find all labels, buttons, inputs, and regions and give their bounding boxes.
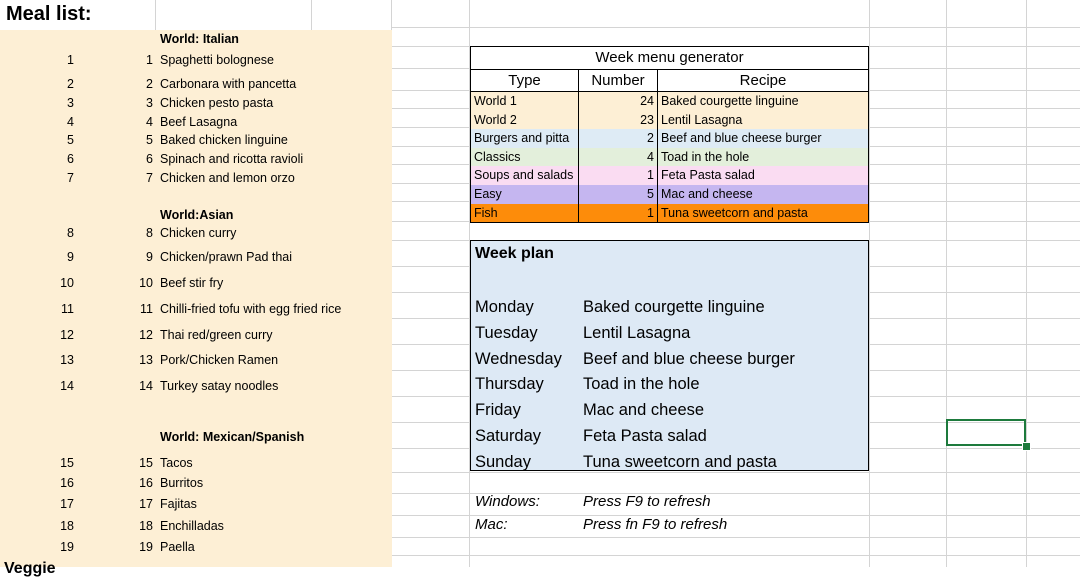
meal-number[interactable]: 18 <box>139 519 153 533</box>
meal-id[interactable]: 7 <box>67 171 74 185</box>
week-plan-row <box>475 399 704 421</box>
meal-name[interactable]: Turkey satay noodles <box>160 379 279 393</box>
generator-row <box>471 185 868 204</box>
meal-name[interactable]: Chicken/prawn Pad thai <box>160 250 293 264</box>
generator-type-cell[interactable]: Burgers and pitta <box>471 129 579 148</box>
refresh-note-platform[interactable]: Mac: <box>475 516 508 533</box>
meal-number[interactable]: 3 <box>146 96 153 110</box>
meal-name[interactable]: Chicken curry <box>160 226 237 240</box>
meal-name[interactable]: Burritos <box>160 476 204 490</box>
meal-id[interactable]: 2 <box>67 77 74 91</box>
meal-id[interactable]: 13 <box>60 353 74 367</box>
day-label[interactable]: Tuesday <box>475 323 538 342</box>
column-gridline <box>946 0 947 567</box>
meal-name[interactable]: Enchilladas <box>160 519 224 533</box>
day-label[interactable]: Saturday <box>475 427 542 445</box>
meal-name[interactable]: Carbonara with pancetta <box>160 77 297 91</box>
day-label[interactable]: Sunday <box>475 452 531 471</box>
meal-number[interactable]: 10 <box>139 276 153 290</box>
generator-type-cell[interactable]: World 1 <box>471 92 579 111</box>
week-plan-row <box>475 322 690 344</box>
meal-name[interactable]: Baked chicken linguine <box>160 133 288 147</box>
refresh-note-instruction[interactable]: Press F9 to refresh <box>583 493 711 510</box>
column-gridline <box>869 0 870 567</box>
meal-number[interactable]: 16 <box>139 476 153 490</box>
meal-name[interactable]: Pork/Chicken Ramen <box>160 353 279 367</box>
category-heading: World: Mexican/Spanish <box>160 430 305 444</box>
generator-row <box>471 204 868 223</box>
category-heading: World:Asian <box>160 208 234 222</box>
generator-number-cell[interactable]: 5 <box>579 185 658 204</box>
meal-name[interactable]: Chicken pesto pasta <box>160 96 274 110</box>
meal-number[interactable]: 19 <box>139 540 153 554</box>
row-gridline <box>392 27 1080 28</box>
generator-title: Week menu generator <box>471 47 868 70</box>
category-heading: World: Italian <box>160 32 239 46</box>
week-menu-generator-table <box>470 46 869 223</box>
generator-recipe-cell[interactable]: Baked courgette linguine <box>661 94 799 108</box>
day-meal[interactable]: Toad in the hole <box>583 375 700 394</box>
day-label[interactable]: Wednesday <box>475 349 562 368</box>
fill-handle[interactable] <box>1022 442 1031 451</box>
meal-number[interactable]: 1 <box>146 53 153 67</box>
meal-name[interactable]: Chilli-fried tofu with egg fried rice <box>160 302 342 316</box>
meal-id[interactable]: 10 <box>60 276 74 290</box>
refresh-note-platform[interactable]: Windows: <box>475 493 540 510</box>
meal-number[interactable]: 7 <box>146 171 153 185</box>
meal-name[interactable]: Chicken and lemon orzo <box>160 171 295 185</box>
meal-id[interactable]: 11 <box>61 302 74 316</box>
row-gridline <box>392 537 1080 538</box>
meal-number[interactable]: 2 <box>146 77 153 91</box>
selected-cell[interactable] <box>946 419 1026 446</box>
meal-name[interactable]: Spaghetti bolognese <box>160 53 274 67</box>
meal-id[interactable]: 1 <box>67 53 74 67</box>
day-label[interactable]: Friday <box>475 401 521 420</box>
meal-number[interactable]: 4 <box>146 115 153 129</box>
meal-number[interactable]: 5 <box>146 133 153 147</box>
generator-row <box>471 166 868 185</box>
meal-number[interactable]: 17 <box>139 497 153 511</box>
meal-name[interactable]: Tacos <box>160 456 193 470</box>
generator-type-cell[interactable]: Fish <box>471 204 579 223</box>
column-gridline <box>1026 0 1027 567</box>
week-plan-title: Week plan <box>475 245 554 262</box>
meal-id[interactable]: 16 <box>60 476 74 490</box>
generator-number-cell[interactable]: 1 <box>579 204 658 223</box>
week-plan-panel <box>470 240 869 471</box>
meal-id[interactable]: 5 <box>67 133 74 147</box>
day-meal[interactable]: Baked courgette linguine <box>583 298 765 316</box>
meal-id[interactable]: 6 <box>67 152 74 166</box>
week-plan-row <box>475 373 700 395</box>
meal-number[interactable]: 15 <box>139 456 153 470</box>
meal-name[interactable]: Spinach and ricotta ravioli <box>160 152 304 166</box>
column-gridline <box>155 0 156 30</box>
generator-recipe-cell[interactable]: Beef and blue cheese burger <box>661 131 822 146</box>
next-section-partial: Veggie <box>4 560 56 577</box>
meal-id[interactable]: 12 <box>60 328 74 342</box>
week-plan-row <box>475 425 707 447</box>
generator-type-cell[interactable]: Soups and salads <box>471 166 579 185</box>
generator-number-cell[interactable]: 4 <box>579 148 658 167</box>
generator-type-cell[interactable]: Easy <box>471 185 579 204</box>
day-meal[interactable]: Feta Pasta salad <box>583 427 707 445</box>
meal-id[interactable]: 17 <box>60 497 74 511</box>
column-gridline <box>311 0 312 30</box>
generator-type-cell[interactable]: World 2 <box>471 111 579 130</box>
header-type[interactable]: Type <box>471 70 579 91</box>
meal-name[interactable]: Fajitas <box>160 497 197 511</box>
generator-row <box>471 148 868 167</box>
week-plan-row <box>475 296 765 318</box>
meal-name[interactable]: Beef stir fry <box>160 276 224 290</box>
generator-recipe-cell[interactable]: Mac and cheese <box>661 186 753 201</box>
refresh-note-instruction[interactable]: Press fn F9 to refresh <box>583 516 728 533</box>
day-label[interactable]: Monday <box>475 298 534 316</box>
meal-number[interactable]: 11 <box>140 302 153 316</box>
generator-number-cell[interactable]: 23 <box>579 111 658 130</box>
generator-type-cell[interactable]: Classics <box>471 148 579 167</box>
meal-number[interactable]: 14 <box>139 379 153 393</box>
generator-number-cell[interactable]: 1 <box>579 166 658 185</box>
meal-number[interactable]: 9 <box>146 250 153 264</box>
generator-number-cell[interactable]: 2 <box>579 129 658 148</box>
generator-number-cell[interactable]: 24 <box>579 92 658 111</box>
day-meal[interactable]: Mac and cheese <box>583 401 705 420</box>
day-meal[interactable]: Beef and blue cheese burger <box>583 349 795 368</box>
generator-row <box>471 92 868 111</box>
row-gridline <box>392 555 1080 556</box>
meal-id[interactable]: 19 <box>60 540 74 554</box>
meal-id[interactable]: 15 <box>60 456 74 470</box>
meal-name[interactable]: Paella <box>160 540 195 554</box>
meal-number[interactable]: 6 <box>146 152 153 166</box>
meal-id[interactable]: 4 <box>67 115 74 129</box>
meal-id[interactable]: 14 <box>60 379 74 393</box>
meal-number[interactable]: 13 <box>139 353 153 367</box>
meal-number[interactable]: 12 <box>139 328 153 342</box>
meal-id[interactable]: 3 <box>67 96 74 110</box>
generator-recipe-cell[interactable]: Feta Pasta salad <box>661 168 755 183</box>
generator-row <box>471 111 868 130</box>
meal-name[interactable]: Beef Lasagna <box>160 115 238 129</box>
meal-id[interactable]: 18 <box>60 519 74 533</box>
generator-row <box>471 129 868 148</box>
meal-number[interactable]: 8 <box>146 226 153 240</box>
header-number[interactable]: Number <box>579 70 658 91</box>
generator-recipe-cell[interactable]: Lentil Lasagna <box>661 112 743 127</box>
generator-header-row <box>471 70 868 92</box>
meal-id[interactable]: 8 <box>67 226 74 240</box>
meal-id[interactable]: 9 <box>67 250 74 264</box>
meal-name[interactable]: Thai red/green curry <box>160 328 273 342</box>
header-recipe[interactable]: Recipe <box>739 72 787 89</box>
day-label[interactable]: Thursday <box>475 375 544 394</box>
day-meal[interactable]: Lentil Lasagna <box>583 323 691 342</box>
week-plan-row <box>475 451 777 473</box>
week-plan-row <box>475 348 795 370</box>
sheet-title: Meal list: <box>6 3 92 25</box>
day-meal[interactable]: Tuna sweetcorn and pasta <box>583 452 777 471</box>
generator-recipe-cell[interactable]: Toad in the hole <box>661 149 750 164</box>
generator-recipe-cell[interactable]: Tuna sweetcorn and pasta <box>661 205 808 220</box>
